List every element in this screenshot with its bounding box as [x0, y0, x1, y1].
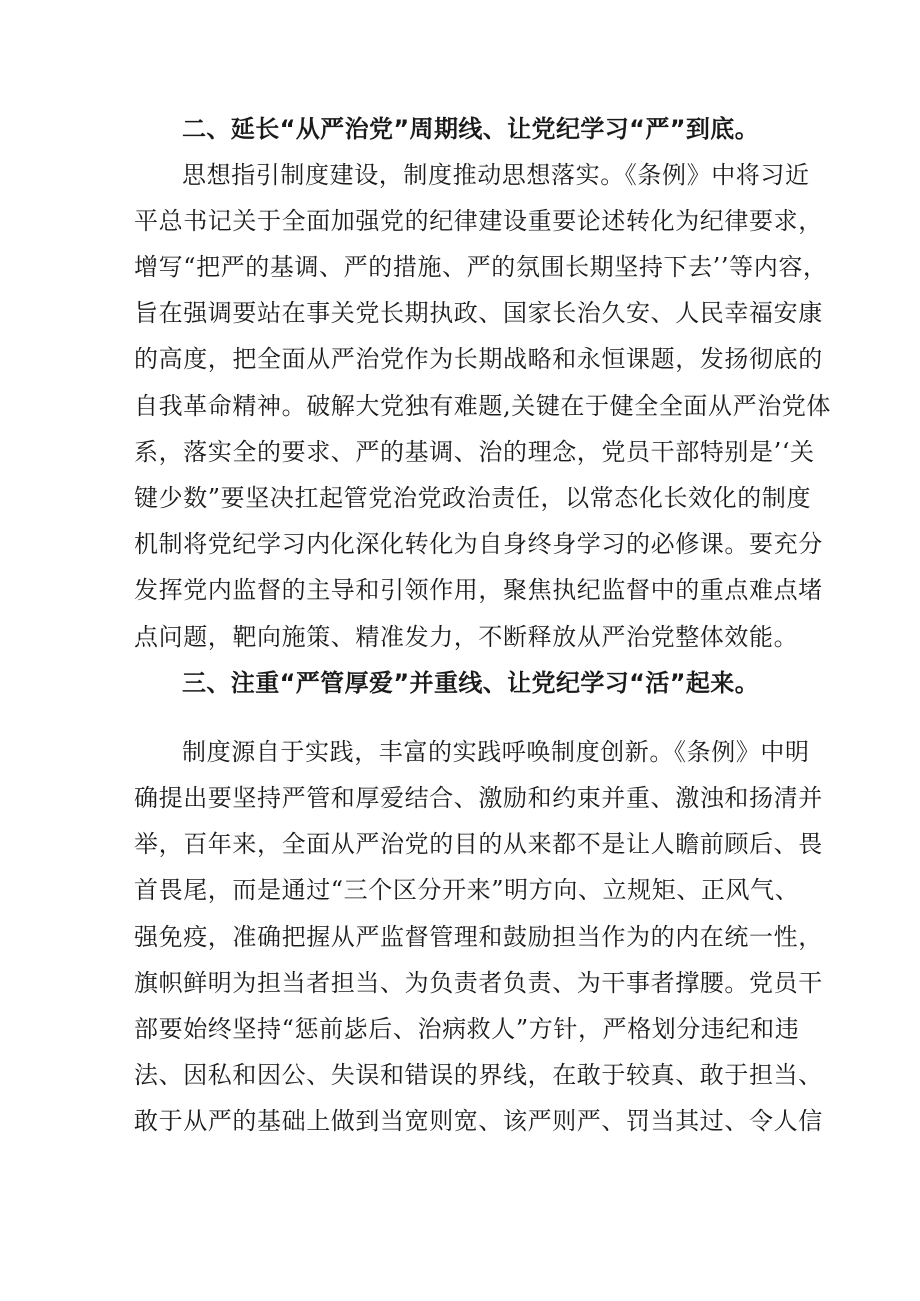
- paragraph-line: 自我革命精神。破解大党独有难题,关键在于健全全面从严治党体: [134, 392, 832, 420]
- paragraph-line: 法、因私和因公、失误和错误的界线，在敢于较真、敢于担当、: [134, 1061, 823, 1089]
- paragraph-line: 平总书记关于全面加强党的纪律建设重要论述转化为纪律要求，: [134, 207, 823, 235]
- paragraph-line: 增写“把严的基调、严的措施、严的氛围长期坚持下去’’等内容，: [134, 253, 828, 281]
- paragraph-line: 旗帜鲜明为担当者担当、为负责者负责、为干事者撑腰。党员干: [134, 969, 823, 997]
- paragraph-line: 旨在强调要站在事关党长期执政、国家长治久安、人民幸福安康: [134, 299, 823, 327]
- paragraph-line: 点问题，靶向施策、精准发力，不断释放从严治党整体效能。: [134, 623, 799, 651]
- paragraph-line: 制度源自于实践，丰富的实践呼唤制度创新。《条例》中明: [182, 738, 810, 766]
- section-heading-2: 二、延长“从严治党”周期线、让党纪学习“严”到底。: [182, 115, 760, 143]
- paragraph-line: 首畏尾，而是通过“三个区分开来”明方向、立规矩、正风气、: [134, 876, 800, 904]
- paragraph-line: 机制将党纪学习内化深化转化为自身终身学习的必修课。要充分: [134, 530, 823, 558]
- paragraph-line: 敢于从严的基础上做到当宽则宽、该严则严、罚当其过、令人信: [134, 1107, 823, 1135]
- paragraph-line: 部要始终坚持“惩前毖后、治病救人”方针，严格划分违纪和违: [134, 1015, 800, 1043]
- paragraph-line: 确提出要坚持严管和厚爱结合、激励和约束并重、激浊和扬清并: [134, 784, 823, 812]
- paragraph-line: 思想指引制度建设，制度推动思想落实。《条例》中将习近: [182, 161, 810, 189]
- paragraph-line: 强免疫，准确把握从严监督管理和鼓励担当作为的内在统一性，: [134, 923, 823, 951]
- section-heading-3: 三、注重“严管厚爱”并重线、让党纪学习“活”起来。: [182, 669, 760, 697]
- paragraph-line: 举，百年来，全面从严治党的目的从来都不是让人瞻前顾后、畏: [134, 830, 823, 858]
- paragraph-line: 键少数”要坚决扛起管党治党政治责任，以常态化长效化的制度: [134, 484, 812, 512]
- paragraph-line: 系，落实全的要求、严的基调、治的理念，党员干部特别是’‘关: [134, 438, 815, 466]
- paragraph-line: 发挥党内监督的主导和引领作用，聚焦执纪监督中的重点难点堵: [134, 576, 823, 604]
- paragraph-line: 的高度，把全面从严治党作为长期战略和永恒课题，发扬彻底的: [134, 345, 823, 373]
